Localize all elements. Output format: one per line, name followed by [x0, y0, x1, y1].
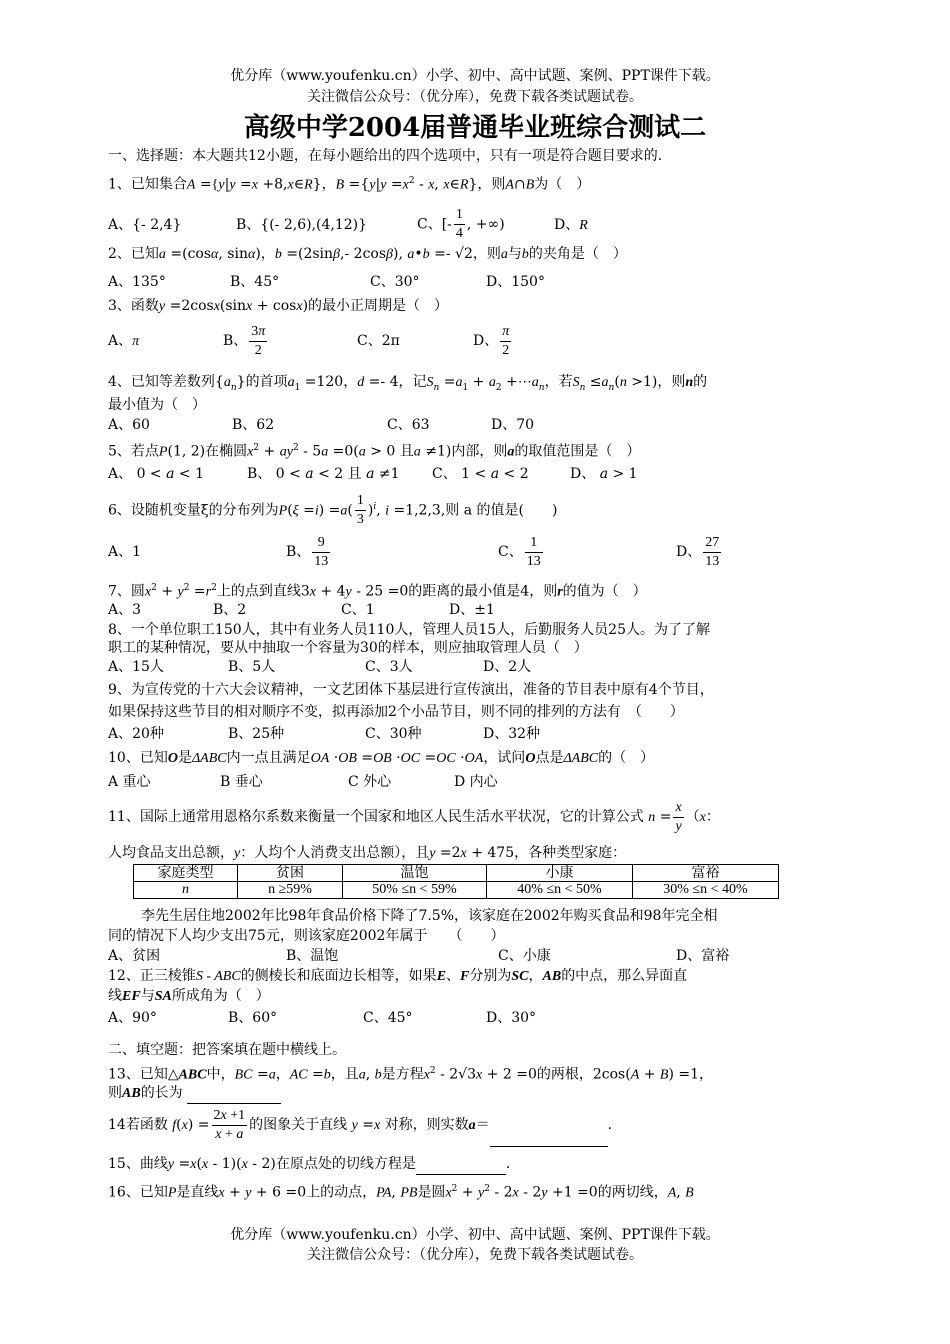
option-d[interactable]: D、 $\frac{27}{13}$	[676, 534, 720, 569]
footer-line-2: 关注微信公众号：（优分库），免费下载各类试题试卷。	[307, 1247, 643, 1263]
question-6: 6、设随机变量ξ的分布列为P(ξ =i) =a( $\frac{1}{3}$ )$^i$, i =1,2,3,则 a 的值是( )	[108, 493, 558, 528]
option-a[interactable]: A、15人	[108, 659, 164, 675]
page-title: 高级中学2004届普通毕业班综合测试二	[243, 113, 707, 143]
table-row	[134, 882, 779, 899]
option-a[interactable]: A、3	[108, 602, 142, 618]
header-line-2: 关注微信公众号：（优分库），免费下载各类试题试卷。	[307, 89, 643, 105]
question-1: 1、已知集合A ={y|y =x +8,x∈R}，$B =\{y|y =x^2 - x$, x∈R}，则A∩B为（ ）	[108, 176, 591, 193]
option-c[interactable]: C、30种	[365, 726, 422, 742]
question-9-line-2: 如果保持这些节目的相对顺序不变，拟再添加2个小品节目，则不同的排列的方法有 （ ）	[108, 704, 684, 720]
option-a[interactable]: A、1	[108, 544, 142, 560]
option-d[interactable]: D、±1	[449, 602, 495, 618]
table-cell: 40% ≤n < 50%	[487, 882, 633, 899]
option-c[interactable]: C、63	[387, 417, 430, 433]
option-d[interactable]: D、 $\frac{\pi}{2}$	[473, 323, 510, 358]
option-c[interactable]: C、小康	[498, 948, 551, 964]
option-a[interactable]: A、90°	[108, 1010, 157, 1026]
question-11-line-4: 同的情况下人均少支出75元，则该家庭2002年属于 （ ）	[108, 928, 505, 944]
option-b[interactable]: B、{(- 2,6),(4,12)}	[236, 216, 368, 233]
section-1-heading: 一、选择题：本大题共12小题，在每小题给出的四个选项中，只有一项是符合题目要求的.	[108, 148, 663, 164]
option-a[interactable]: A、135°	[108, 274, 166, 290]
footer-line-1: 优分库（www.youfenku.cn）小学、初中、高中试题、案例、PPT课件下载。	[230, 1227, 720, 1243]
question-2: 2、已知a =(cosα, sinα)，b =(2sinβ,- 2cosβ), a•b =- √2，则a与b的夹角是（ ）	[108, 246, 627, 262]
option-b[interactable]: B、 $\frac{9}{13}$	[286, 534, 329, 569]
table-header-cell: 家庭类型	[134, 865, 238, 882]
option-d[interactable]: D、 a > 1	[570, 466, 638, 482]
option-c[interactable]: C、3人	[365, 659, 413, 675]
question-12-options	[108, 1008, 536, 1028]
question-7: 7、圆$x^2 + y^2 =r^2$上的点到直线3x + 4y - 25 =0的距离的最小值是4，则r的值为（ ）	[108, 583, 647, 600]
option-a[interactable]: A、π	[108, 333, 140, 349]
option-b[interactable]: B、 0 < a < 2 且 a ≠1	[247, 466, 400, 482]
option-d[interactable]: D、150°	[486, 274, 545, 290]
option-d[interactable]: D、70	[491, 417, 535, 433]
question-4-options	[108, 415, 534, 435]
question-8-line-2: 职工的某种情况，要从中抽取一个容量为30的样本，则应抽取管理人员（ ）	[108, 640, 588, 656]
option-c[interactable]: C、2π	[357, 333, 400, 349]
option-a[interactable]: A、贫困	[108, 948, 161, 964]
question-11-line-1: 11、国际上通常用恩格尔系数来衡量一个国家和地区人民生活水平状况，它的计算公式 n = $\frac{x}{y}$ （x：	[108, 799, 720, 834]
option-a[interactable]: A 重心	[108, 774, 151, 790]
question-8-line-1: 8、一个单位职工150人，其中有业务人员110人，管理人员15人，后勤服务人员25人。为了了解	[108, 622, 710, 638]
family-type-table	[133, 864, 779, 899]
question-15: 15、曲线y =x(x - 1)(x - 2)在原点处的切线方程是 .	[108, 1154, 510, 1175]
question-5: 5、若点P(1, 2)在椭圆$x^2 + ay^2 - 5a =0(a > 0$ 且a ≠1)内部，则a的取值范围是（ ）	[108, 443, 641, 460]
option-d[interactable]: D、富裕	[676, 948, 730, 964]
option-c[interactable]: C、30°	[370, 274, 420, 290]
option-a[interactable]: A、{- 2,4}	[108, 216, 182, 233]
question-11-line-3: 李先生居住地2002年比98年食品价格下降了7.5%，该家庭在2002年购买食品和98年完全相	[141, 908, 718, 924]
option-b[interactable]: B、5人	[228, 659, 276, 675]
option-b[interactable]: B、60°	[228, 1010, 278, 1026]
question-3-options	[108, 322, 513, 361]
option-c[interactable]: C 外心	[348, 774, 392, 790]
option-a[interactable]: A、20种	[108, 726, 164, 742]
question-2-options	[108, 272, 545, 292]
question-11-options	[108, 946, 729, 966]
table-cell: 50% ≤n < 59%	[343, 882, 487, 899]
section-2-heading: 二、填空题：把答案填在题中横线上。	[108, 1042, 346, 1058]
question-14: 14若函数 f(x) = $\frac{2x +1}{x + a}$ 的图象关于直线 y =x 对称，则实数a＝ .	[108, 1104, 612, 1147]
question-10: 10、已知O是ΔABC内一点且满足OA ·OB =OB ·OC =OC ·OA，试问O点是ΔABC的（ ）	[108, 750, 655, 766]
question-9-line-1: 9、为宣传党的十六大会议精神，一文艺团体下基层进行宣传演出，准备的节目表中原有4个节目，	[108, 682, 714, 698]
question-3: 3、函数y =2cosx(sinx + cosx)的最小正周期是（ ）	[108, 298, 449, 314]
question-6-options	[108, 532, 723, 572]
option-b[interactable]: B、2	[213, 602, 247, 618]
table-cell: n	[134, 882, 238, 899]
question-12-line-2: 线EF与SA所成角为（ ）	[108, 988, 270, 1004]
answer-blank[interactable]	[187, 1083, 281, 1104]
header-line-1: 优分库（www.youfenku.cn）小学、初中、高中试题、案例、PPT课件下载。	[230, 68, 720, 84]
answer-blank[interactable]	[416, 1154, 506, 1175]
question-4-line-2: 最小值为（ ）	[108, 397, 206, 413]
option-b[interactable]: B、 $\frac{3\pi}{2}$	[223, 323, 266, 358]
option-c[interactable]: C、45°	[363, 1010, 413, 1026]
question-12-line-1: 12、正三棱锥S - ABC的侧棱长和底面边长相等，如果E、F分别为SC，AB的中点，那么异面直	[108, 968, 688, 984]
question-4: 4、已知等差数列$\{a_n\}$的首项$a_1 =120$，d =- 4，记$S_n =a_1 + a_2$ $+\cdots a_n$，若$S_n \le a_n(n >1)$，则n的	[108, 374, 708, 393]
option-a[interactable]: A、 0 < a < 1	[108, 466, 205, 482]
option-d[interactable]: D、2人	[483, 659, 532, 675]
option-c[interactable]: C、1	[341, 602, 375, 618]
option-c[interactable]: C、 1 < a < 2	[432, 466, 529, 482]
option-d[interactable]: D、30°	[486, 1010, 537, 1026]
question-7-options	[108, 600, 495, 620]
option-b[interactable]: B、25种	[228, 726, 285, 742]
question-11-line-2: 人均食品支出总额，y：人均个人消费支出总额），且y =2x + 475，各种类型家庭：	[108, 845, 627, 861]
question-16: 16、已知P是直线x + y + 6 =0上的动点，PA, PB是圆$x^2 + y^2 - 2x - 2y +1 =0$的两切线，A, B	[108, 1184, 694, 1201]
option-b[interactable]: B、62	[232, 417, 275, 433]
table-row	[134, 865, 779, 882]
question-8-options	[108, 657, 531, 677]
question-1-options	[108, 206, 588, 243]
question-5-options	[108, 464, 638, 484]
option-b[interactable]: B 垂心	[220, 774, 263, 790]
question-13-line-1: 13、已知△ABC中，BC =a，AC =b，且a, b是方程$x^2 - 2√3x + 2 =0$的两根，2cos(A + B) =1，	[108, 1066, 714, 1083]
table-header-cell: 富裕	[633, 865, 779, 882]
option-b[interactable]: B、45°	[230, 274, 280, 290]
option-d[interactable]: D 内心	[454, 774, 498, 790]
option-b[interactable]: B、温饱	[286, 948, 339, 964]
option-d[interactable]: D、32种	[483, 726, 541, 742]
question-13-line-2: 则AB的长为	[108, 1083, 281, 1104]
question-10-options	[108, 772, 498, 792]
option-a[interactable]: A、60	[108, 417, 150, 433]
question-9-options	[108, 724, 540, 744]
answer-blank[interactable]	[490, 1104, 608, 1147]
option-c[interactable]: C、[- $\frac{1}{4}$ , +∞)	[417, 207, 505, 241]
table-header-cell: 温饱	[343, 865, 487, 882]
option-c[interactable]: C、 $\frac{1}{13}$	[498, 534, 541, 569]
table-header-cell: 小康	[487, 865, 633, 882]
table-cell: 30% ≤n < 40%	[633, 882, 779, 899]
option-d[interactable]: D、R	[554, 216, 588, 233]
table-header-cell: 贫困	[238, 865, 343, 882]
table-cell: n ≥59%	[238, 882, 343, 899]
